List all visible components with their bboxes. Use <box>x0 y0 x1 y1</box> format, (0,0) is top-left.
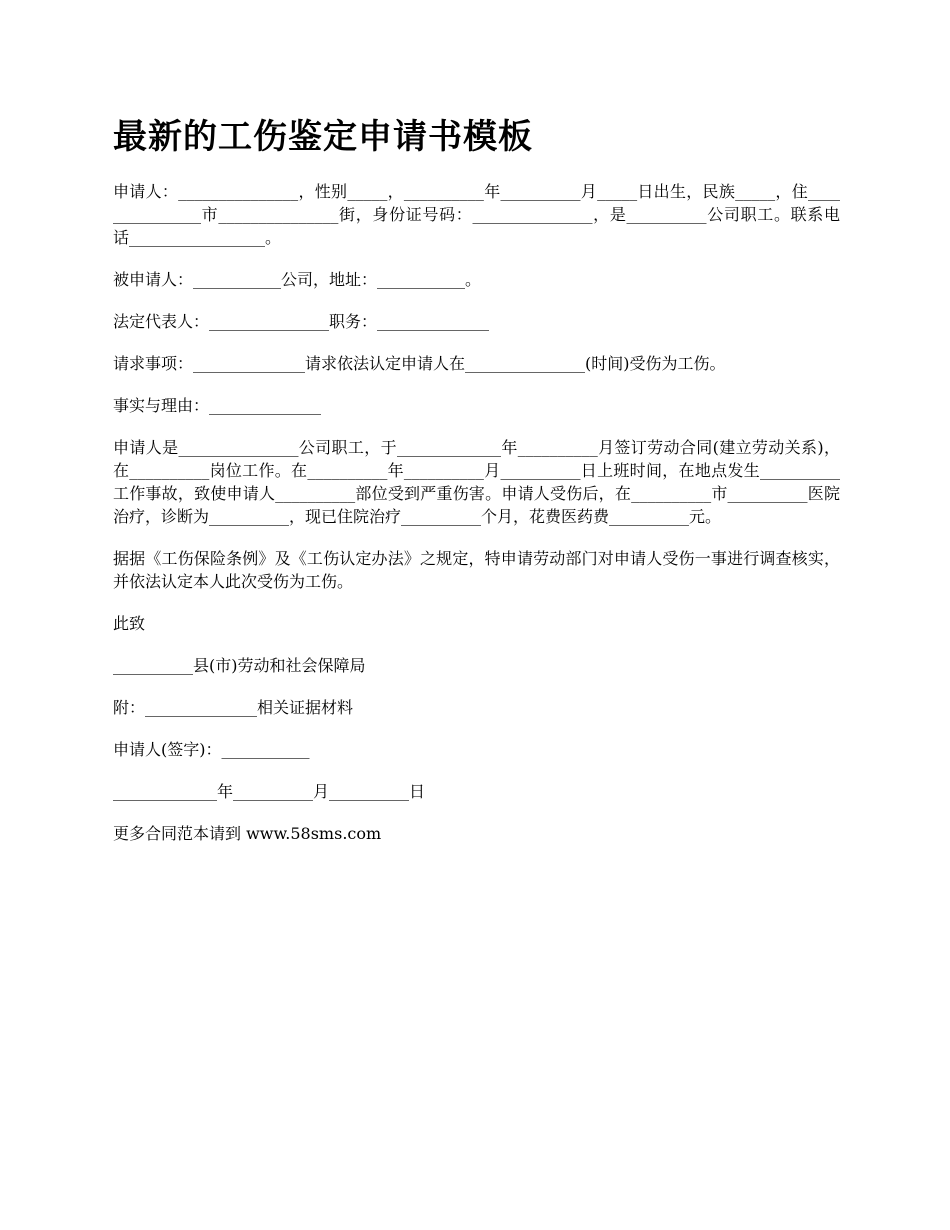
document-page <box>113 112 840 864</box>
legal-basis-paragraph: 据据《工伤保险条例》及《工伤认定办法》之规定，特申请劳动部门对申请人受伤一事进行调查核实，并依法认定本人此次受伤为工伤。 <box>113 549 840 591</box>
applicant-info-paragraph: 申请人：_______________，性别_____，__________年__________月_____日出生，民族_____，住_______________市_______________街，身份证号码：_______________，是__________公司职工。联系电话_________________。 <box>113 182 840 247</box>
recipient-bureau: __________县(市)劳动和社会保障局 <box>113 656 366 675</box>
signature-line: 申请人(签字)：___________ <box>113 740 310 759</box>
respondent-paragraph: 被申请人：___________公司，地址：___________。 <box>113 270 482 289</box>
legal-representative-paragraph: 法定代表人：_______________职务：______________ <box>113 312 490 331</box>
facts-and-reasons-heading: 事实与理由：______________ <box>113 396 322 415</box>
footer-link-text: 更多合同范本请到 www.58sms.com <box>113 824 382 843</box>
document-title: 最新的工伤鉴定申请书模板 <box>113 117 533 157</box>
salutation: 此致 <box>113 614 146 633</box>
facts-paragraph: 申请人是_______________公司职工，于_____________年__________月签订劳动合同(建立劳动关系)，在__________岗位工作。在__________年__________月__________日上班时间，在地点发生__________工作事故，致使申请人__________部位受到严重伤害。申请人受伤后，在__________市__________医院治疗，诊断为__________，现已住院治疗__________个月，花费医药费__________元。 <box>113 438 840 526</box>
attachment-line: 附：______________相关证据材料 <box>113 698 354 717</box>
request-items-paragraph: 请求事项：______________请求依法认定申请人在_______________(时间)受伤为工伤。 <box>113 354 726 373</box>
date-line: _____________年__________月__________日 <box>113 782 426 801</box>
